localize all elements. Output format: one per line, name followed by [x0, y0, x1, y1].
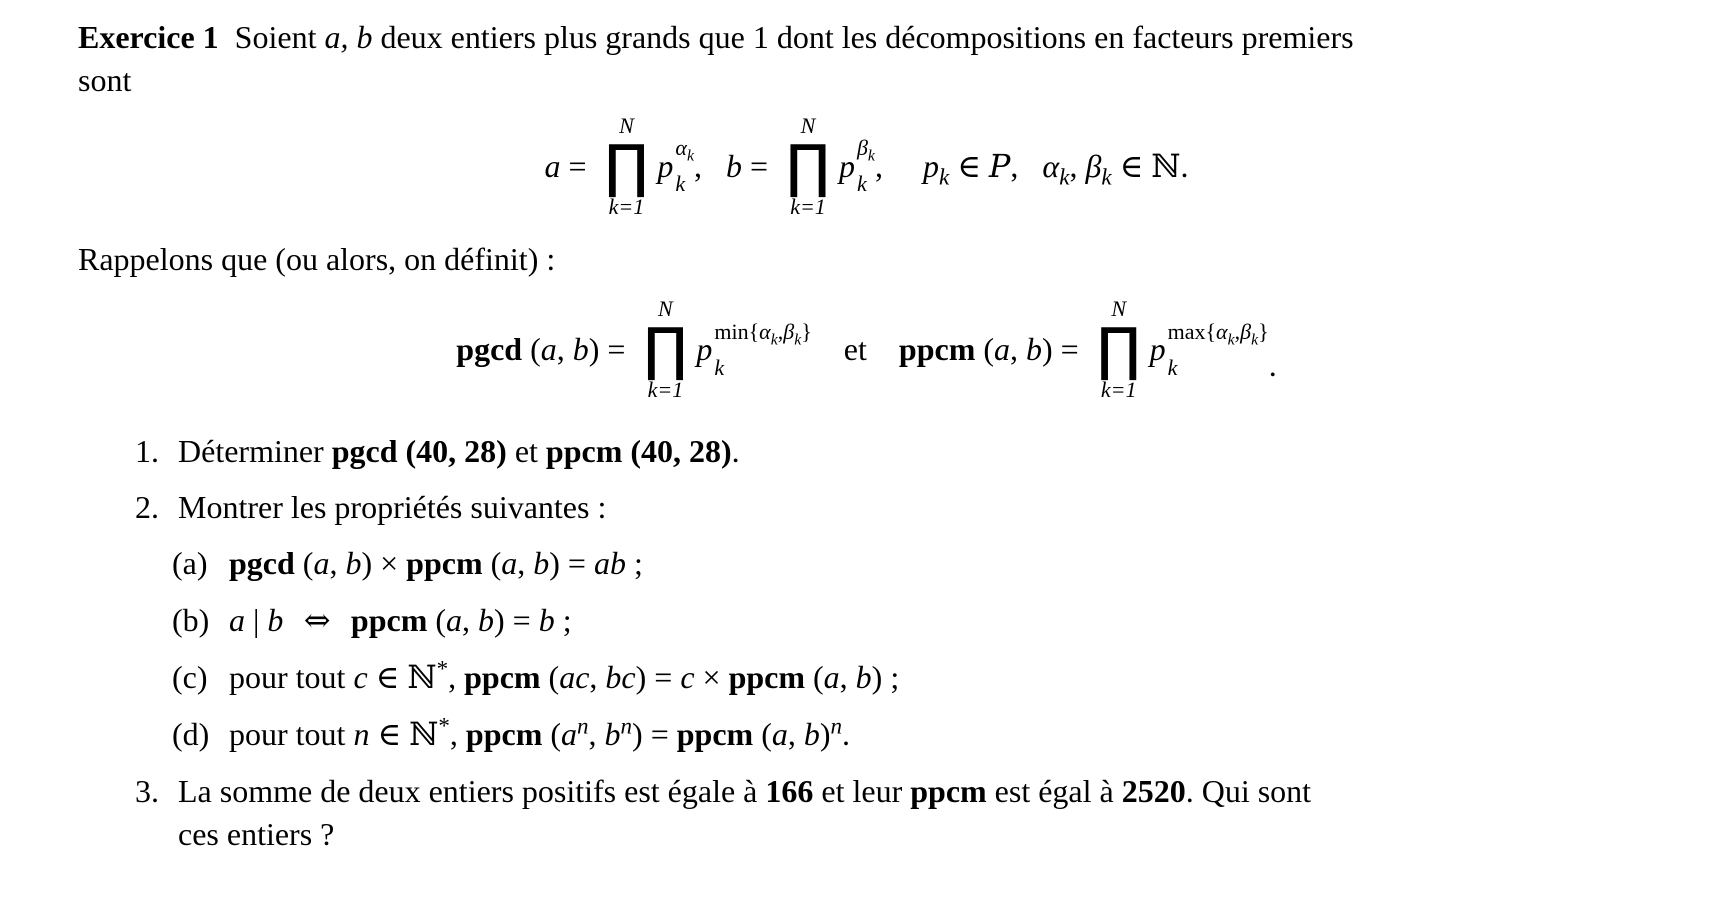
- text-segment: *: [436, 655, 449, 682]
- product-upper-limit: N: [800, 113, 816, 138]
- text-segment: .: [731, 432, 740, 469]
- text-segment: a: [561, 715, 577, 752]
- text-segment: ppcm: [406, 544, 483, 581]
- text-segment: ,: [874, 147, 923, 184]
- product-operator: [605, 112, 649, 220]
- text-segment: min{: [714, 318, 760, 344]
- text-segment: ∈: [949, 147, 989, 184]
- p-variable: p: [696, 331, 713, 368]
- text-segment: bc: [605, 658, 636, 695]
- text-segment: pgcd: [331, 432, 398, 469]
- text-segment: (: [294, 544, 314, 581]
- text-segment: k: [1167, 354, 1178, 380]
- text-segment: ,: [1010, 331, 1026, 368]
- text-segment: β: [783, 318, 795, 344]
- text-segment: b: [604, 715, 621, 752]
- text-segment: *: [438, 712, 450, 739]
- product-lower-limit: k=1: [647, 377, 684, 403]
- text-segment: (: [753, 715, 772, 752]
- text-segment: ppcm: [465, 715, 543, 752]
- text-segment: ppcm: [464, 658, 541, 695]
- text-segment: a: [229, 601, 245, 638]
- text-segment: 2520: [1121, 772, 1186, 809]
- item-3-line-1: [178, 773, 1311, 809]
- recall-paragraph: [78, 238, 1655, 281]
- text-segment: sont: [78, 62, 132, 98]
- item-number: 3.: [135, 772, 159, 809]
- text-segment: n: [830, 712, 843, 739]
- text-segment: Soient: [218, 19, 325, 55]
- text-segment: ppcm: [728, 658, 806, 695]
- text-segment: α: [1216, 318, 1228, 344]
- text-segment: ,: [448, 658, 465, 695]
- text-segment: pgcd: [456, 331, 523, 368]
- text-segment: (: [540, 658, 560, 695]
- text-segment: n: [577, 712, 589, 739]
- item-letter: (d): [172, 715, 210, 752]
- text-segment: ,: [462, 601, 479, 638]
- script-stack: [675, 137, 694, 195]
- text-segment: .: [1180, 147, 1189, 184]
- text-segment: c: [680, 658, 695, 695]
- text-segment: .: [1268, 347, 1277, 384]
- text-segment: ppcm: [676, 715, 754, 752]
- text-segment: ,: [588, 715, 605, 752]
- text-segment: }: [801, 318, 812, 344]
- text-segment: =: [560, 147, 595, 184]
- text-segment: β: [1085, 147, 1102, 184]
- text-segment: a: [544, 147, 561, 184]
- text-segment: (: [542, 715, 561, 752]
- text-segment: ,: [839, 658, 856, 695]
- text-segment: (: [427, 601, 447, 638]
- text-segment: k: [1101, 163, 1112, 190]
- text-segment: ppcm: [545, 432, 623, 469]
- sub-item-group: [78, 542, 1655, 756]
- text-segment: a: [313, 544, 330, 581]
- list-item-1: [135, 430, 1655, 473]
- item-text: [178, 430, 1503, 473]
- text-segment: b: [726, 147, 742, 184]
- product-symbol: ∏: [1096, 314, 1141, 383]
- text-segment: n: [620, 712, 633, 739]
- text-segment: =: [742, 147, 777, 184]
- text-segment: a: [771, 715, 788, 752]
- text-segment: Exercice 1: [78, 19, 219, 55]
- text-segment: k: [686, 147, 694, 165]
- text-segment: n: [353, 715, 370, 752]
- text-segment: pgcd: [229, 544, 295, 581]
- text-segment: ) ;: [871, 658, 900, 695]
- text-segment: ): [819, 715, 831, 752]
- product-symbol: ∏: [643, 314, 688, 383]
- text-segment: ces entiers ?: [178, 815, 335, 852]
- text-segment: ,: [449, 715, 466, 752]
- text-segment: β: [1240, 318, 1252, 344]
- p-variable: p: [838, 147, 855, 184]
- text-segment: ppcm: [350, 601, 428, 638]
- text-segment: b: [538, 601, 555, 638]
- list-item-2b: [172, 599, 1655, 642]
- formula-text: [899, 331, 1087, 368]
- text-segment: ℕ: [409, 714, 439, 753]
- text-segment: ac: [559, 658, 590, 695]
- text-segment: a: [501, 544, 518, 581]
- text-segment: ) =: [494, 601, 539, 638]
- formula-text: [456, 331, 633, 368]
- product-lower-limit: k=1: [790, 193, 826, 219]
- text-segment: pour tout: [229, 715, 354, 752]
- text-segment: et: [506, 432, 546, 469]
- text-segment: ,: [589, 658, 606, 695]
- item-text: [178, 486, 1503, 529]
- formula-text: [544, 148, 594, 185]
- text-segment: ,: [1010, 147, 1043, 184]
- text-segment: b: [267, 601, 284, 638]
- text-segment: ℕ: [1151, 146, 1181, 185]
- item-text: [229, 599, 1554, 642]
- text-segment: ,: [517, 544, 534, 581]
- text-segment: β: [856, 135, 868, 161]
- text-segment: a: [446, 601, 463, 638]
- text-segment: ,: [556, 331, 573, 368]
- p-variable: p: [657, 147, 674, 184]
- text-segment: ) ×: [361, 544, 407, 581]
- text-segment: k: [1059, 163, 1070, 190]
- list-item-2d: [172, 713, 1655, 756]
- product-operator: [786, 112, 830, 220]
- item-number: 2.: [135, 488, 159, 525]
- connector-et: [812, 331, 899, 368]
- script-stack: [1167, 318, 1269, 380]
- text-segment: b: [855, 658, 872, 695]
- index-k: [857, 173, 867, 195]
- text-segment: est égal à: [986, 772, 1122, 809]
- text-segment: ∈: [369, 715, 410, 752]
- text-segment: (: [522, 331, 541, 368]
- product-operator: [1097, 295, 1141, 403]
- item-letter: (c): [172, 658, 208, 695]
- text-segment: ppcm: [898, 331, 976, 368]
- item-letter: (a): [172, 544, 208, 581]
- exponent-min: [714, 318, 812, 348]
- text-segment: ∈: [1111, 147, 1152, 184]
- text-segment: a: [994, 331, 1010, 368]
- text-segment: }: [1258, 318, 1269, 344]
- text-segment: ⇔: [283, 600, 351, 639]
- text-segment: ,: [694, 147, 726, 184]
- text-segment: ) =: [1042, 331, 1087, 368]
- text-segment: a, b: [324, 19, 373, 55]
- text-segment: a: [823, 658, 840, 695]
- intro-line-1: [78, 19, 1354, 55]
- product-upper-limit: N: [619, 113, 634, 138]
- text-segment: max{: [1167, 318, 1217, 344]
- text-segment: a: [540, 331, 557, 368]
- text-segment: (: [975, 331, 994, 368]
- text-segment: k: [770, 330, 778, 348]
- text-segment: ;: [625, 544, 643, 581]
- text-segment: ∈: [367, 658, 408, 695]
- text-segment: k: [1251, 330, 1259, 348]
- index-k: [1167, 354, 1178, 380]
- intro-line-2: [78, 62, 131, 98]
- script-stack: [857, 137, 875, 195]
- product-operator: [643, 295, 687, 403]
- text-segment: c: [353, 658, 368, 695]
- text-segment: b: [533, 544, 550, 581]
- product-lower-limit: k=1: [608, 193, 645, 219]
- index-k: [714, 354, 725, 380]
- item-text: [229, 656, 1554, 699]
- exponent-max: [1167, 318, 1269, 348]
- product-upper-limit: N: [1111, 296, 1126, 322]
- text-segment: La somme de deux entiers positifs est égale à: [178, 772, 766, 809]
- text-segment: (: [805, 658, 824, 695]
- script-stack: [714, 318, 812, 380]
- text-segment: ab: [593, 544, 626, 581]
- text-segment: ℕ: [407, 657, 437, 696]
- product-lower-limit: k=1: [1100, 377, 1137, 403]
- p-power-beta-term: [839, 137, 875, 195]
- p-power-max-term: [1149, 318, 1269, 380]
- text-segment: [398, 433, 406, 469]
- p-power-alpha-term: [657, 137, 694, 195]
- text-segment: |: [245, 601, 268, 638]
- exercise-question-list: [78, 430, 1655, 856]
- p-power-min-term: [696, 318, 812, 380]
- text-segment: ,: [777, 318, 784, 344]
- text-segment: k: [867, 147, 875, 165]
- exponent-beta: [856, 135, 875, 165]
- text-segment: k: [938, 163, 950, 190]
- text-segment: 166: [765, 772, 814, 809]
- text-segment: k: [794, 330, 802, 348]
- formula-pgcd-ppcm: [78, 295, 1655, 403]
- text-segment: p: [922, 147, 939, 184]
- text-segment: ,: [787, 715, 804, 752]
- item-text: [178, 770, 1503, 856]
- list-item-3: [135, 770, 1655, 856]
- text-segment: α: [759, 318, 771, 344]
- text-segment: b: [572, 331, 589, 368]
- item-number: 1.: [135, 432, 159, 469]
- text-segment: ) =: [632, 715, 677, 752]
- list-item-2c: [172, 656, 1655, 699]
- index-k: [675, 173, 685, 195]
- recall-line: [78, 241, 555, 277]
- formula-prime-decomposition: [78, 112, 1655, 220]
- product-symbol: ∏: [604, 131, 649, 200]
- text-segment: et leur: [813, 772, 911, 809]
- text-segment: ,: [329, 544, 346, 581]
- text-segment: b: [345, 544, 362, 581]
- text-segment: (: [482, 544, 502, 581]
- product-symbol: ∏: [786, 131, 830, 200]
- text-segment: deux entiers plus grands que 1 dont les décompositions en facteurs premiers: [372, 19, 1354, 55]
- item-letter: (b): [172, 601, 210, 638]
- product-upper-limit: N: [658, 296, 673, 322]
- text-segment: (40, 28): [630, 432, 732, 469]
- list-item-2: [135, 486, 1655, 529]
- text-segment: ×: [694, 658, 729, 695]
- text-segment: ) =: [635, 658, 681, 695]
- text-segment: Déterminer: [178, 432, 332, 469]
- formula-period: [1269, 347, 1277, 384]
- formula-text: [694, 148, 776, 185]
- formula-text: [874, 146, 1189, 190]
- text-segment: α: [1042, 147, 1060, 184]
- text-segment: b: [803, 715, 820, 752]
- item-text: [229, 542, 1554, 585]
- exponent-alpha: [675, 135, 694, 165]
- intro-paragraph: [78, 16, 1655, 102]
- item-text: [229, 713, 1554, 756]
- text-segment: ,: [1069, 147, 1086, 184]
- text-segment: k: [1227, 330, 1235, 348]
- p-variable: p: [1149, 331, 1166, 368]
- text-segment: . Qui sont: [1185, 772, 1312, 809]
- text-segment: b: [478, 601, 495, 638]
- item-3-line-2: [178, 816, 334, 852]
- text-segment: k: [675, 171, 686, 197]
- text-segment: ,: [1234, 318, 1241, 344]
- text-segment: b: [1026, 331, 1042, 368]
- text-segment: ;: [554, 601, 572, 638]
- text-segment: (40, 28): [405, 432, 507, 469]
- text-segment: P: [988, 146, 1011, 185]
- text-segment: Rappelons que (ou alors, on définit) :: [78, 241, 556, 278]
- list-item-2a: [172, 542, 1655, 585]
- text-segment: k: [856, 171, 867, 197]
- text-segment: et: [811, 331, 899, 368]
- text-segment: k: [714, 354, 725, 380]
- text-segment: ) =: [588, 331, 634, 368]
- text-segment: α: [675, 135, 687, 161]
- text-segment: .: [842, 715, 851, 752]
- text-segment: Montrer les propriétés suivantes :: [178, 488, 607, 525]
- text-segment: pour tout: [229, 658, 354, 695]
- text-segment: ) =: [549, 544, 594, 581]
- text-segment: ppcm: [910, 772, 987, 809]
